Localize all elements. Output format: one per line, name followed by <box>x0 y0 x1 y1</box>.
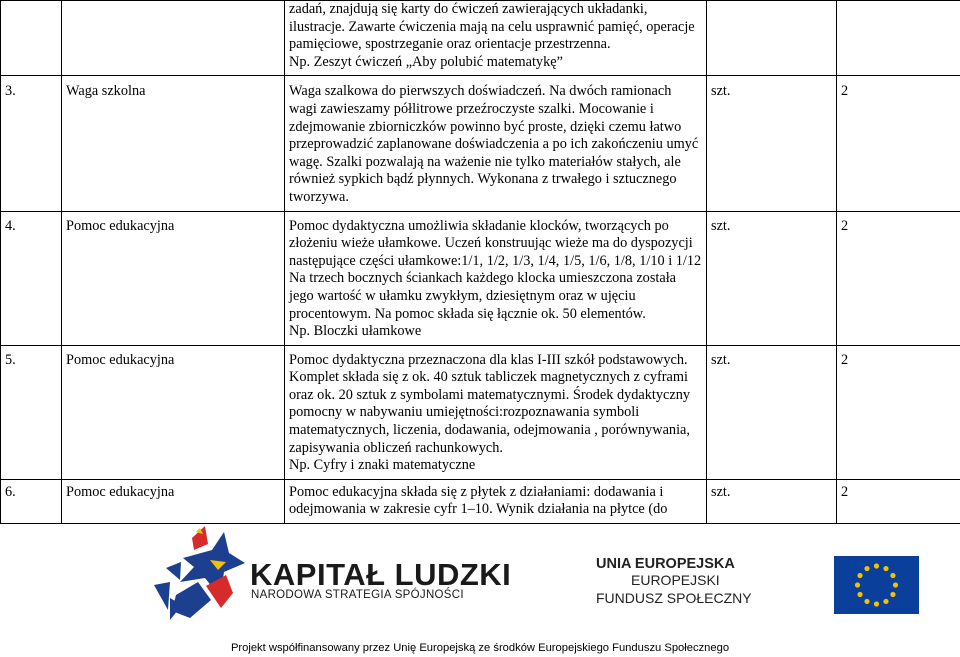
description-line: pamięciowe, spostrzeganie oraz orientacje przestrzenna. <box>289 36 611 53</box>
description-line: przeprowadzić zaplanowane doświadczenia a po ich zakończeniu umyć <box>289 136 699 153</box>
description-line: Np. Cyfry i znaki matematyczne <box>289 457 476 474</box>
description-line: złożeniu wieże ułamkowe. Uczeń konstruując wieże ma do dyspozycji <box>289 235 693 252</box>
description-line: następujące części ułamkowe:1/1, 1/2, 1/3, 1/4, 1/5, 1/6, 1/8, 1/10 i 1/12 <box>289 252 702 269</box>
table-row <box>1 76 960 211</box>
eu-line1: UNIA EUROPEJSKA <box>596 556 735 572</box>
item-quantity: 2 <box>837 479 960 523</box>
item-unit: szt. <box>707 345 837 479</box>
description-line: Np. Bloczki ułamkowe <box>289 323 422 340</box>
description-line: Komplet składa się z ok. 40 sztuk tabliczek magnetycznych z cyframi <box>289 369 688 386</box>
eu-star <box>883 566 888 571</box>
item-quantity: 2 <box>837 345 960 479</box>
item-quantity <box>837 1 960 76</box>
eu-star <box>883 599 888 604</box>
eu-star <box>893 582 898 587</box>
description-line: wagę. Szalki pozwalają na ważenie nie tylko materiałów stałych, ale <box>289 153 681 170</box>
item-unit: szt. <box>707 76 837 211</box>
description-line: Na trzech bocznych ściankach każdego klocka umieszczona została <box>289 270 677 287</box>
description-line: pomocny w nabywaniu umiejętności:rozpoznawania symboli <box>289 404 640 421</box>
eu-line3: FUNDUSZ SPOŁECZNY <box>596 590 752 606</box>
table-row <box>1 479 960 523</box>
kapital-ludzki-title: KAPITAŁ LUDZKI <box>250 557 512 592</box>
description-line: zadań, znajdują się karty do ćwiczeń zawierających układanki, <box>289 1 648 17</box>
description-line: procentowym. Na pomoc składa się łącznie ok. 50 elementów. <box>289 305 646 322</box>
item-description <box>285 76 707 211</box>
description-line: wagi zawieszamy półlitrowe przeźroczyste szalki. Mocowanie i <box>289 100 654 117</box>
table-row <box>1 211 960 345</box>
row-number: 3. <box>1 76 62 211</box>
row-number: 4. <box>1 211 62 345</box>
description-line: Pomoc dydaktyczna przeznaczona dla klas I-III szkół podstawowych. <box>289 351 688 368</box>
eu-star <box>890 573 895 578</box>
eu-star <box>874 601 879 606</box>
eu-line2: EUROPEJSKI <box>631 572 720 588</box>
item-description <box>285 211 707 345</box>
table-row <box>1 345 960 479</box>
eu-star <box>855 582 860 587</box>
item-name <box>62 1 285 76</box>
item-unit: szt. <box>707 211 837 345</box>
table-row <box>1 1 960 76</box>
row-number <box>1 1 62 76</box>
description-line: oraz ok. 20 sztuk z symbolami matematycznymi. Środek dydaktyczny <box>289 386 691 403</box>
eu-star <box>890 592 895 597</box>
description-line: zdejmowanie zbiorniczków powinno być proste, dzięki czemu łatwo <box>289 118 682 135</box>
description-line: ilustracje. Zawarte ćwiczenia mają na celu usprawnić pamięć, operacje <box>289 18 695 35</box>
item-name: Pomoc edukacyjna <box>62 345 285 479</box>
item-unit: szt. <box>707 479 837 523</box>
description-line: Np. Zeszyt ćwiczeń „Aby polubić matematykę” <box>289 53 563 70</box>
description-line: odejmowania w zakresie cyfr 1–10. Wynik działania na płytce (do <box>289 501 668 518</box>
description-line: zapisywania obliczeń rachunkowych. <box>289 439 503 456</box>
description-line: również sypkich bądź płynnych. Wykonana z trwałego i sztucznego <box>289 171 677 188</box>
item-description <box>285 479 707 523</box>
eu-star <box>864 566 869 571</box>
item-name: Waga szkolna <box>62 76 285 211</box>
item-description <box>285 1 707 76</box>
description-line: tworzywa. <box>289 188 349 205</box>
item-quantity: 2 <box>837 211 960 345</box>
item-name: Pomoc edukacyjna <box>62 479 285 523</box>
item-description <box>285 345 707 479</box>
description-line: matematycznych, liczenia, dodawania, odejmowania , porównywania, <box>289 422 690 439</box>
description-line: Waga szalkowa do pierwszych doświadczeń. Na dwóch ramionach <box>289 83 672 100</box>
footer-text: Projekt współfinansowany przez Unię Europejską ze środków Europejskiego Funduszu Społecznego <box>230 642 730 654</box>
description-line: Pomoc edukacyjna składa się z płytek z działaniami: dodawania i <box>289 483 664 500</box>
description-line: Pomoc dydaktyczna umożliwia składanie klocków, tworzących po <box>289 217 669 234</box>
row-number: 6. <box>1 479 62 523</box>
eu-star <box>864 599 869 604</box>
description-line: jego wartość w ułamku zwykłym, dziesiętnym oraz w ujęciu <box>289 287 636 304</box>
eu-star <box>857 592 862 597</box>
eu-star <box>857 573 862 578</box>
kapital-ludzki-subtitle: NARODOWA STRATEGIA SPÓJNOŚCI <box>251 589 464 601</box>
item-quantity: 2 <box>837 76 960 211</box>
item-unit <box>707 1 837 76</box>
row-number: 5. <box>1 345 62 479</box>
eu-star <box>874 563 879 568</box>
item-name: Pomoc edukacyjna <box>62 211 285 345</box>
